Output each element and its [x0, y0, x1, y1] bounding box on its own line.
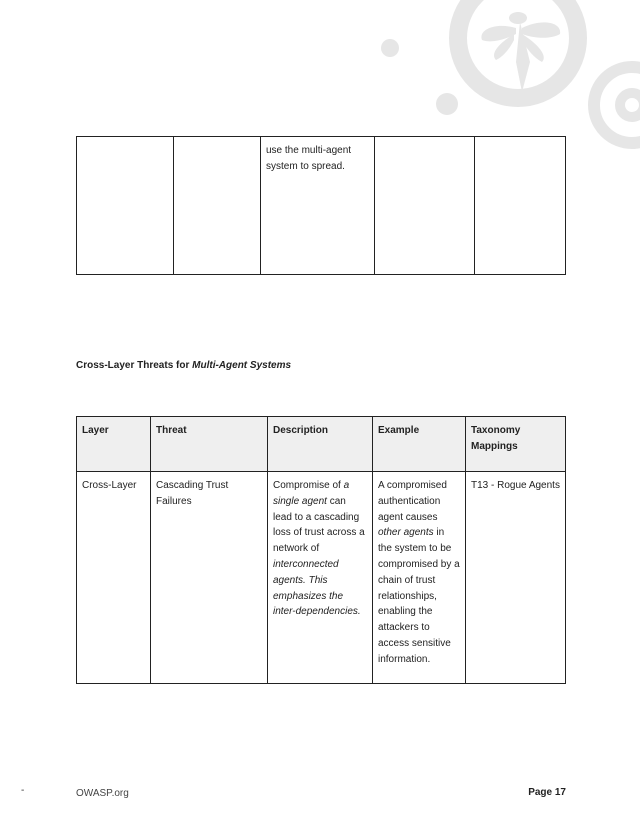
header-description: Description	[268, 417, 373, 472]
page-number: Page 17	[528, 787, 566, 798]
continued-threat-table	[76, 136, 566, 275]
footer-site-link[interactable]: OWASP.org	[76, 788, 129, 799]
example-emphasis: other agents	[378, 527, 434, 539]
description-text: can lead to a cascading loss of trust across a network of	[273, 495, 365, 555]
example-text: in the system to be compromised by a chain of trust relationships, enabling the attackers to access sensitive information.	[378, 527, 460, 665]
cross-layer-threat-table	[76, 416, 566, 684]
cell-taxonomy: T13 - Rogue Agents	[466, 472, 566, 684]
table-header-row	[77, 417, 566, 472]
cell-layer: Cross-Layer	[77, 472, 151, 684]
example-text: A compromised authentication agent causes	[378, 480, 447, 523]
table-cell: use the multi-agent system to spread.	[261, 137, 375, 275]
table-cell	[174, 137, 261, 275]
table-cell	[375, 137, 475, 275]
table-row	[77, 472, 566, 684]
heading-emphasis: Multi-Agent Systems	[192, 360, 292, 371]
cell-threat: Cascading Trust Failures	[151, 472, 268, 684]
section-heading	[76, 360, 291, 371]
cell-description	[268, 472, 373, 684]
footer-dash: -	[21, 785, 25, 796]
cell-example	[373, 472, 466, 684]
header-taxonomy-mappings: Taxonomy Mappings	[466, 417, 566, 472]
header-example: Example	[373, 417, 466, 472]
description-emphasis: interconnected agents. This emphasizes the inter-dependencies.	[273, 558, 361, 618]
table-row	[77, 137, 566, 275]
header-layer: Layer	[77, 417, 151, 472]
description-emphasis: a single agent	[273, 480, 350, 507]
table-cell	[475, 137, 566, 275]
table-cell	[77, 137, 174, 275]
header-threat: Threat	[151, 417, 268, 472]
description-text: Compromise of	[273, 480, 344, 491]
heading-text: Cross-Layer Threats for	[76, 360, 193, 371]
